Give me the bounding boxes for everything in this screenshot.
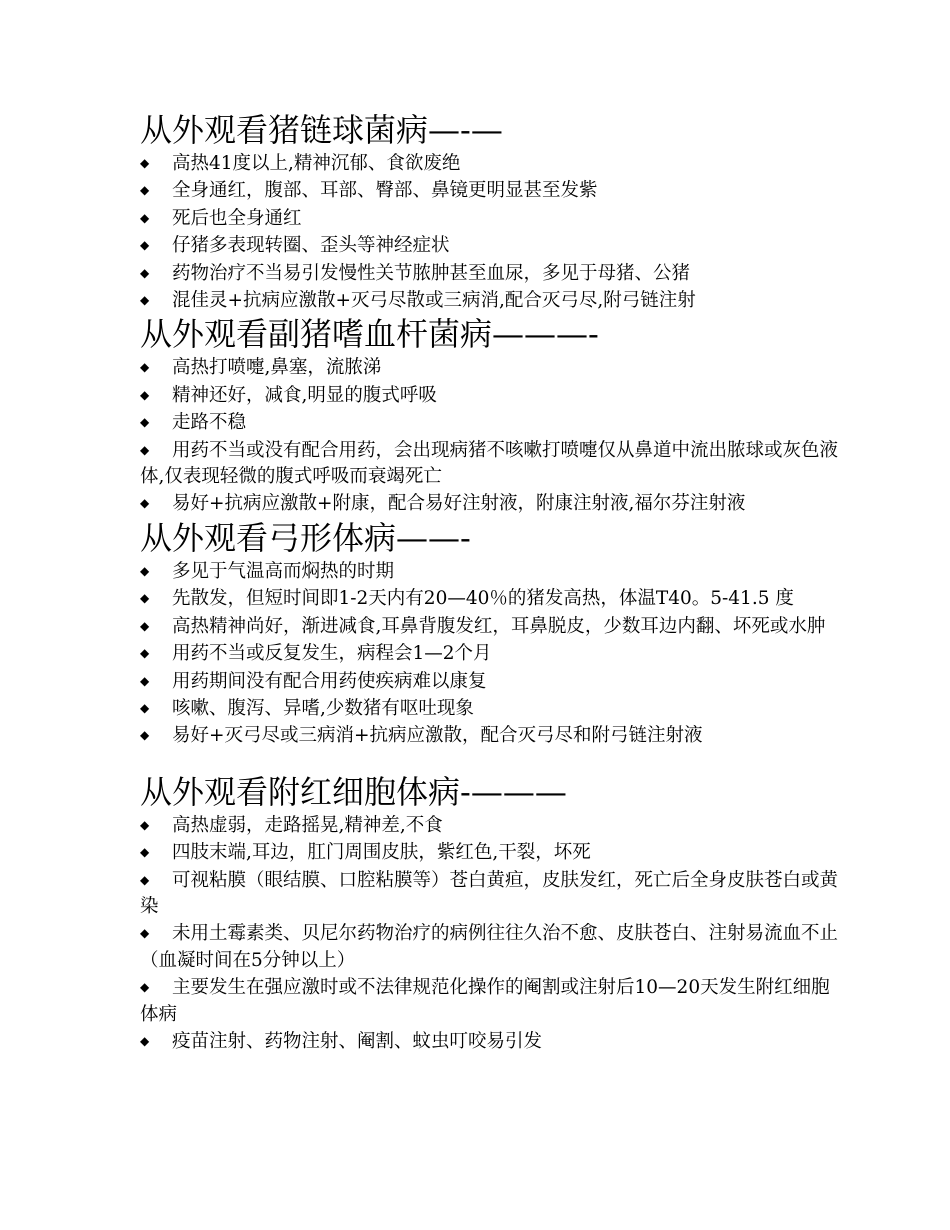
list-item-text: 未用土霉素类、贝尼尔药物治疗的病例往往久治不愈、皮肤苍白、注射易流血不止（血凝时间在5分钟以上） bbox=[140, 923, 839, 971]
section-streptococcus bbox=[140, 110, 840, 314]
list-item-text: 可视粘膜（眼结膜、口腔粘膜等）苍白黄疸，皮肤发红，死亡后全身皮肤苍白或黄染 bbox=[140, 869, 839, 917]
list-item-text: 死后也全身通红 bbox=[172, 207, 302, 229]
section-toxoplasmosis bbox=[140, 518, 840, 750]
list-item-text: 用药不当或没有配合用药，会出现病猪不咳嗽打喷嚏仅从鼻道中流出脓球或灰色液体,仅表现轻微的腹式呼吸而衰竭死亡 bbox=[140, 439, 839, 488]
diamond-bullet-icon: ◆ bbox=[140, 183, 150, 198]
diamond-bullet-icon: ◆ bbox=[140, 980, 150, 995]
section-spacer bbox=[140, 750, 840, 772]
list-item-text: 精神还好，减食,明显的腹式呼吸 bbox=[172, 384, 437, 406]
list-item bbox=[140, 640, 840, 667]
list-item bbox=[140, 260, 840, 287]
bullet-list bbox=[140, 812, 840, 1056]
diamond-bullet-icon: ◆ bbox=[140, 1033, 150, 1048]
list-item bbox=[140, 409, 840, 436]
bullet-list bbox=[140, 150, 840, 314]
diamond-bullet-icon: ◆ bbox=[140, 618, 150, 633]
list-item bbox=[140, 287, 840, 314]
list-item-text: 四肢末端,耳边，肛门周围皮肤，紫红色,干裂，坏死 bbox=[172, 842, 591, 864]
list-item-text: 全身通红，腹部、耳部、臀部、鼻镜更明显甚至发紫 bbox=[172, 180, 598, 202]
document-page bbox=[140, 110, 840, 1055]
list-item bbox=[140, 812, 840, 839]
list-item-text: 用药不当或反复发生，病程会1—2个月 bbox=[172, 643, 492, 665]
list-item bbox=[140, 867, 840, 921]
diamond-bullet-icon: ◆ bbox=[140, 415, 150, 430]
diamond-bullet-icon: ◆ bbox=[140, 646, 150, 661]
diamond-bullet-icon: ◆ bbox=[140, 845, 150, 860]
diamond-bullet-icon: ◆ bbox=[140, 387, 150, 402]
list-item bbox=[140, 722, 840, 749]
section-eperythrozoonosis bbox=[140, 772, 840, 1056]
section-haemophilus bbox=[140, 314, 840, 517]
list-item-text: 易好+抗病应激散+附康，配合易好注射液，附康注射液,福尔芬注射液 bbox=[172, 493, 746, 515]
list-item bbox=[140, 354, 840, 381]
list-item bbox=[140, 668, 840, 695]
diamond-bullet-icon: ◆ bbox=[140, 360, 150, 375]
list-item bbox=[140, 839, 840, 866]
diamond-bullet-icon: ◆ bbox=[140, 265, 150, 280]
list-item bbox=[140, 585, 840, 612]
section-heading: 从外观看弓形体病——- bbox=[140, 518, 471, 557]
diamond-bullet-icon: ◆ bbox=[140, 563, 150, 578]
list-item-text: 高热打喷嚏,鼻塞，流脓涕 bbox=[172, 357, 382, 379]
list-item-text: 高热41度以上,精神沉郁、食欲废绝 bbox=[172, 153, 461, 174]
list-item bbox=[140, 613, 840, 640]
list-item bbox=[140, 177, 840, 204]
list-item bbox=[140, 382, 840, 409]
list-item-text: 主要发生在强应激时或不法律规范化操作的阉割或注射后10—20天发生附红细胞体病 bbox=[140, 977, 830, 1025]
section-heading: 从外观看猪链球菌病—-— bbox=[140, 111, 503, 149]
list-item bbox=[140, 232, 840, 259]
diamond-bullet-icon: ◆ bbox=[140, 238, 150, 253]
list-item-text: 先散发，但短时间即1-2天内有20—40％的猪发高热，体温T40。5-41.5 度 bbox=[172, 588, 794, 610]
list-item-text: 多见于气温高而焖热的时期 bbox=[172, 560, 395, 582]
list-item bbox=[140, 974, 840, 1028]
list-item bbox=[140, 150, 840, 177]
list-item-text: 高热虚弱，走路摇晃,精神差,不食 bbox=[172, 814, 443, 836]
diamond-bullet-icon: ◆ bbox=[140, 591, 150, 606]
section-heading: 从外观看副猪嗜血杆菌病———- bbox=[140, 315, 599, 354]
list-item bbox=[140, 695, 840, 722]
list-item bbox=[140, 437, 840, 491]
diamond-bullet-icon: ◆ bbox=[140, 496, 150, 511]
diamond-bullet-icon: ◆ bbox=[140, 926, 150, 941]
list-item bbox=[140, 920, 840, 974]
list-item-text: 混佳灵+抗病应激散+灭弓尽散或三病消,配合灭弓尽,附弓链注射 bbox=[172, 290, 696, 312]
list-item-text: 用药期间没有配合用药使疾病难以康复 bbox=[172, 670, 487, 692]
list-item-text: 走路不稳 bbox=[172, 412, 247, 434]
diamond-bullet-icon: ◆ bbox=[140, 442, 150, 457]
list-item bbox=[140, 490, 840, 517]
bullet-list bbox=[140, 354, 840, 517]
diamond-bullet-icon: ◆ bbox=[140, 156, 150, 170]
list-item-text: 高热精神尚好，渐进减食,耳鼻背腹发红，耳鼻脱皮，少数耳边内翻、坏死或水肿 bbox=[172, 615, 826, 637]
list-item bbox=[140, 205, 840, 232]
diamond-bullet-icon: ◆ bbox=[140, 872, 150, 887]
diamond-bullet-icon: ◆ bbox=[140, 673, 150, 688]
list-item-text: 仔猪多表现转圈、歪头等神经症状 bbox=[172, 235, 450, 257]
diamond-bullet-icon: ◆ bbox=[140, 210, 150, 225]
diamond-bullet-icon: ◆ bbox=[140, 700, 150, 715]
bullet-list bbox=[140, 558, 840, 750]
diamond-bullet-icon: ◆ bbox=[140, 293, 150, 308]
list-item-text: 药物治疗不当易引发慢性关节脓肿甚至血尿，多见于母猪、公猪 bbox=[172, 262, 691, 284]
diamond-bullet-icon: ◆ bbox=[140, 728, 150, 743]
list-item-text: 咳嗽、腹泻、异嗜,少数猪有呕吐现象 bbox=[172, 697, 474, 719]
list-item bbox=[140, 558, 840, 585]
list-item-text: 易好+灭弓尽或三病消+抗病应激散，配合灭弓尽和附弓链注射液 bbox=[172, 725, 703, 747]
list-item bbox=[140, 1028, 840, 1055]
section-heading: 从外观看附红细胞体病-——— bbox=[140, 772, 567, 811]
diamond-bullet-icon: ◆ bbox=[140, 817, 150, 832]
list-item-text: 疫苗注射、药物注射、阉割、蚊虫叮咬易引发 bbox=[172, 1030, 543, 1052]
